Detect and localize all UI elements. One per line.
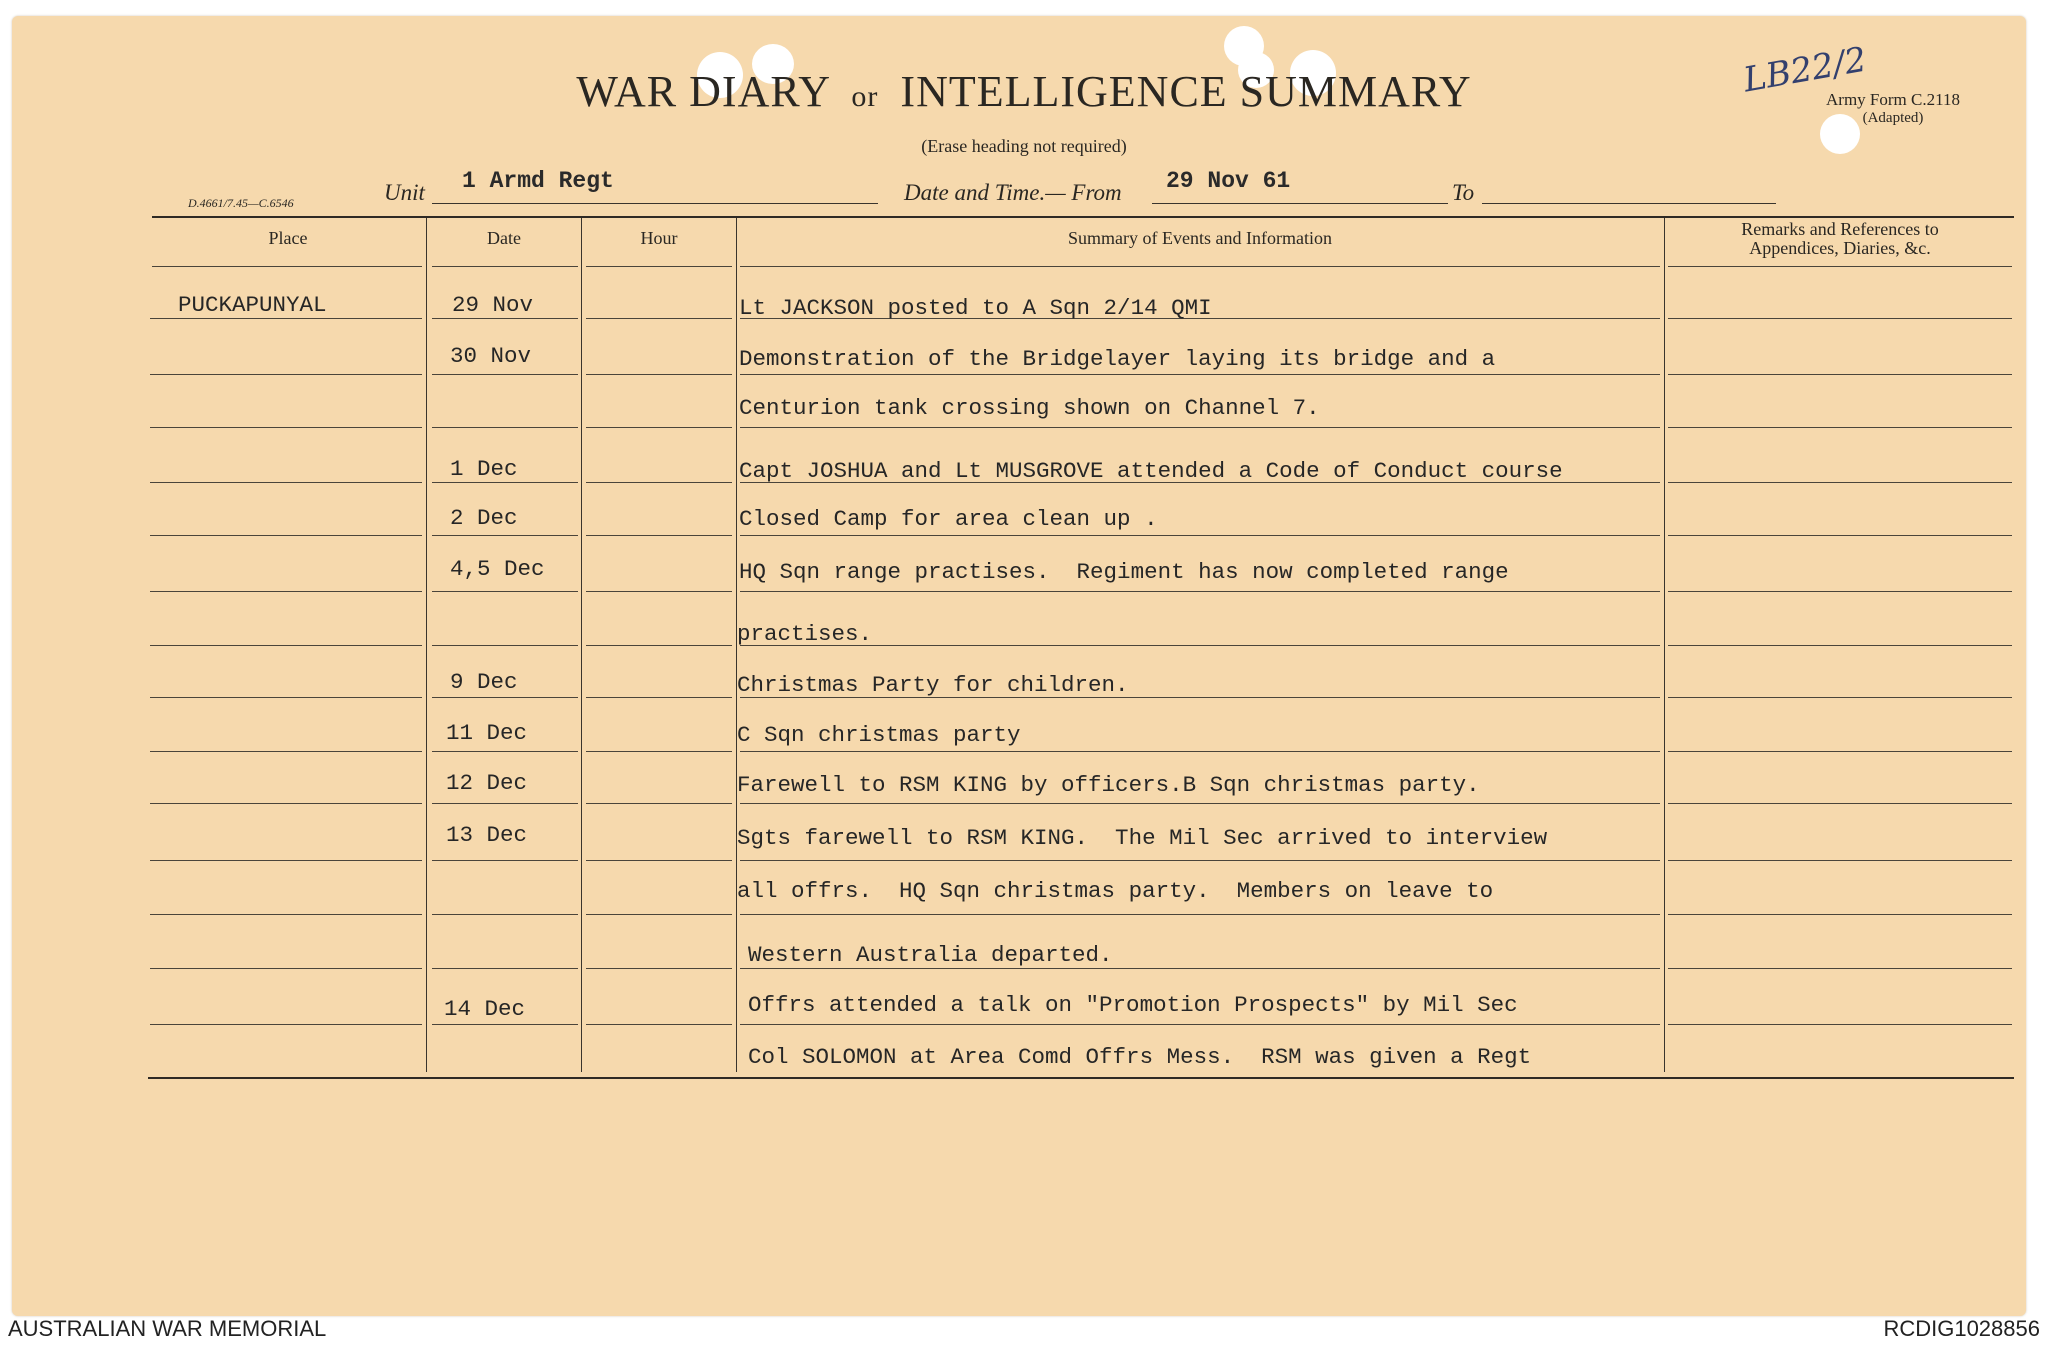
entry-date: 14 Dec bbox=[444, 996, 526, 1022]
row-rule bbox=[586, 591, 732, 592]
entry-text: Offrs attended a talk on "Promotion Prospects" by Mil Sec bbox=[748, 992, 1518, 1018]
row-rule bbox=[150, 968, 422, 969]
row-rule bbox=[586, 645, 732, 646]
column-header-summary: Summary of Events and Information bbox=[1068, 228, 1332, 248]
entry-date: 29 Nov bbox=[452, 292, 534, 318]
row-rule bbox=[740, 374, 1660, 375]
title-intelligence-summary: INTELLIGENCE SUMMARY bbox=[900, 67, 1472, 116]
entry-date: 12 Dec bbox=[446, 770, 528, 796]
row-rule bbox=[150, 803, 422, 804]
entry-text: Demonstration of the Bridgelayer laying its bridge and a bbox=[739, 346, 1496, 372]
row-rule bbox=[1668, 374, 2012, 375]
row-rule bbox=[432, 751, 578, 752]
row-rule bbox=[586, 427, 732, 428]
row-rule bbox=[740, 914, 1660, 915]
row-rule bbox=[432, 591, 578, 592]
entry-date: 2 Dec bbox=[450, 505, 518, 531]
row-rule bbox=[150, 914, 422, 915]
row-rule bbox=[1668, 318, 2012, 319]
column-divider-summary bbox=[1664, 218, 1665, 1072]
row-rule bbox=[150, 591, 422, 592]
title-war-diary: WAR DIARY bbox=[576, 67, 830, 116]
date-from-underline bbox=[1152, 203, 1448, 204]
header-rule bbox=[432, 266, 578, 267]
row-rule bbox=[432, 374, 578, 375]
row-rule bbox=[1668, 482, 2012, 483]
row-rule bbox=[432, 914, 578, 915]
row-rule bbox=[150, 318, 422, 319]
row-rule bbox=[740, 535, 1660, 536]
entry-text: practises. bbox=[737, 621, 873, 647]
row-rule bbox=[586, 860, 732, 861]
row-rule bbox=[740, 803, 1660, 804]
table-top-border bbox=[152, 216, 2014, 218]
row-rule bbox=[432, 1024, 578, 1025]
row-rule bbox=[586, 1024, 732, 1025]
row-rule bbox=[586, 482, 732, 483]
row-rule bbox=[1668, 968, 2012, 969]
row-rule bbox=[150, 1024, 422, 1025]
entry-text: Sgts farewell to RSM KING. The Mil Sec arrived to interview bbox=[737, 825, 1548, 851]
entry-date: 4,5 Dec bbox=[450, 556, 545, 582]
row-rule bbox=[150, 535, 422, 536]
footer-record-id: RCDIG1028856 bbox=[1883, 1316, 2040, 1341]
column-divider-date bbox=[581, 218, 582, 1072]
table-bottom-border bbox=[148, 1077, 2014, 1079]
row-rule bbox=[1668, 860, 2012, 861]
row-rule bbox=[150, 697, 422, 698]
header-rule bbox=[586, 266, 732, 267]
row-rule bbox=[740, 968, 1660, 969]
column-header-hour: Hour bbox=[640, 228, 678, 248]
unit-underline bbox=[432, 203, 878, 204]
row-rule bbox=[740, 591, 1660, 592]
row-rule bbox=[740, 1024, 1660, 1025]
entry-text: HQ Sqn range practises. Regiment has now completed range bbox=[739, 559, 1509, 585]
row-rule bbox=[586, 751, 732, 752]
remarks-header-line2: Appendices, Diaries, &c. bbox=[1749, 238, 1931, 258]
row-rule bbox=[432, 482, 578, 483]
entry-text: C Sqn christmas party bbox=[737, 722, 1021, 748]
unit-value: 1 Armd Regt bbox=[462, 168, 614, 194]
column-divider-place bbox=[426, 218, 427, 1072]
date-from-label: Date and Time.— From bbox=[904, 180, 1122, 205]
entry-text: Lt JACKSON posted to A Sqn 2/14 QMI bbox=[739, 295, 1212, 321]
row-rule bbox=[150, 427, 422, 428]
row-rule bbox=[1668, 697, 2012, 698]
entry-text: Centurion tank crossing shown on Channel 7. bbox=[739, 395, 1320, 421]
row-rule bbox=[1668, 535, 2012, 536]
entry-date: 11 Dec bbox=[446, 720, 528, 746]
title-or: or bbox=[851, 80, 879, 113]
entry-place: PUCKAPUNYAL bbox=[178, 292, 327, 318]
row-rule bbox=[586, 535, 732, 536]
row-rule bbox=[586, 968, 732, 969]
entry-date: 13 Dec bbox=[446, 822, 528, 848]
row-rule bbox=[1668, 803, 2012, 804]
row-rule bbox=[740, 860, 1660, 861]
column-header-place: Place bbox=[268, 228, 308, 248]
header-rule bbox=[740, 266, 1660, 267]
entry-text: all offrs. HQ Sqn christmas party. Members on leave to bbox=[737, 878, 1494, 904]
row-rule bbox=[150, 751, 422, 752]
row-rule bbox=[432, 535, 578, 536]
row-rule bbox=[432, 318, 578, 319]
entry-date: 1 Dec bbox=[450, 456, 518, 482]
row-rule bbox=[150, 374, 422, 375]
column-header-date: Date bbox=[487, 228, 521, 248]
form-title bbox=[0, 66, 2048, 117]
date-to-underline bbox=[1482, 203, 1776, 204]
entry-text: Col SOLOMON at Area Comd Offrs Mess. RSM was given a Regt bbox=[748, 1044, 1532, 1070]
entry-text: Closed Camp for area clean up . bbox=[739, 506, 1158, 532]
row-rule bbox=[432, 968, 578, 969]
row-rule bbox=[586, 318, 732, 319]
army-form-ref bbox=[1826, 90, 1960, 127]
header-rule bbox=[152, 266, 422, 267]
unit-label: Unit bbox=[384, 180, 425, 205]
row-rule bbox=[150, 645, 422, 646]
row-rule bbox=[586, 803, 732, 804]
footer-archive-name: AUSTRALIAN WAR MEMORIAL bbox=[8, 1316, 327, 1341]
remarks-header-line1: Remarks and References to bbox=[1741, 219, 1939, 239]
row-rule bbox=[740, 427, 1660, 428]
row-rule bbox=[740, 645, 1660, 646]
entry-text: Western Australia departed. bbox=[748, 942, 1113, 968]
row-rule bbox=[432, 645, 578, 646]
entry-text: Capt JOSHUA and Lt MUSGROVE attended a Code of Conduct course bbox=[739, 458, 1563, 484]
row-rule bbox=[150, 482, 422, 483]
row-rule bbox=[432, 427, 578, 428]
column-header-remarks bbox=[1666, 220, 2014, 258]
entry-date: 9 Dec bbox=[450, 669, 518, 695]
handwritten-reference: LB22/2 bbox=[1740, 39, 1870, 101]
row-rule bbox=[586, 697, 732, 698]
row-rule bbox=[1668, 591, 2012, 592]
row-rule bbox=[1668, 751, 2012, 752]
row-rule bbox=[586, 914, 732, 915]
army-form-adapted: (Adapted) bbox=[1862, 110, 1924, 126]
row-rule bbox=[432, 860, 578, 861]
print-code: D.4661/7.45—C.6546 bbox=[188, 196, 294, 210]
diary-sheet bbox=[12, 16, 2026, 1316]
entry-date: 30 Nov bbox=[450, 343, 532, 369]
date-from-value: 29 Nov 61 bbox=[1166, 168, 1291, 194]
entry-text: Farewell to RSM KING by officers.B Sqn christmas party. bbox=[737, 772, 1480, 798]
row-rule bbox=[1668, 914, 2012, 915]
form-subtitle: (Erase heading not required) bbox=[921, 136, 1127, 156]
date-to-label: To bbox=[1452, 180, 1475, 205]
row-rule bbox=[432, 697, 578, 698]
row-rule bbox=[586, 374, 732, 375]
row-rule bbox=[432, 803, 578, 804]
row-rule bbox=[150, 860, 422, 861]
entry-text: Christmas Party for children. bbox=[737, 672, 1129, 698]
row-rule bbox=[740, 751, 1660, 752]
row-rule bbox=[1668, 645, 2012, 646]
row-rule bbox=[1668, 1024, 2012, 1025]
army-form-number: Army Form C.2118 bbox=[1826, 90, 1960, 109]
header-rule bbox=[1668, 266, 2012, 267]
row-rule bbox=[1668, 427, 2012, 428]
